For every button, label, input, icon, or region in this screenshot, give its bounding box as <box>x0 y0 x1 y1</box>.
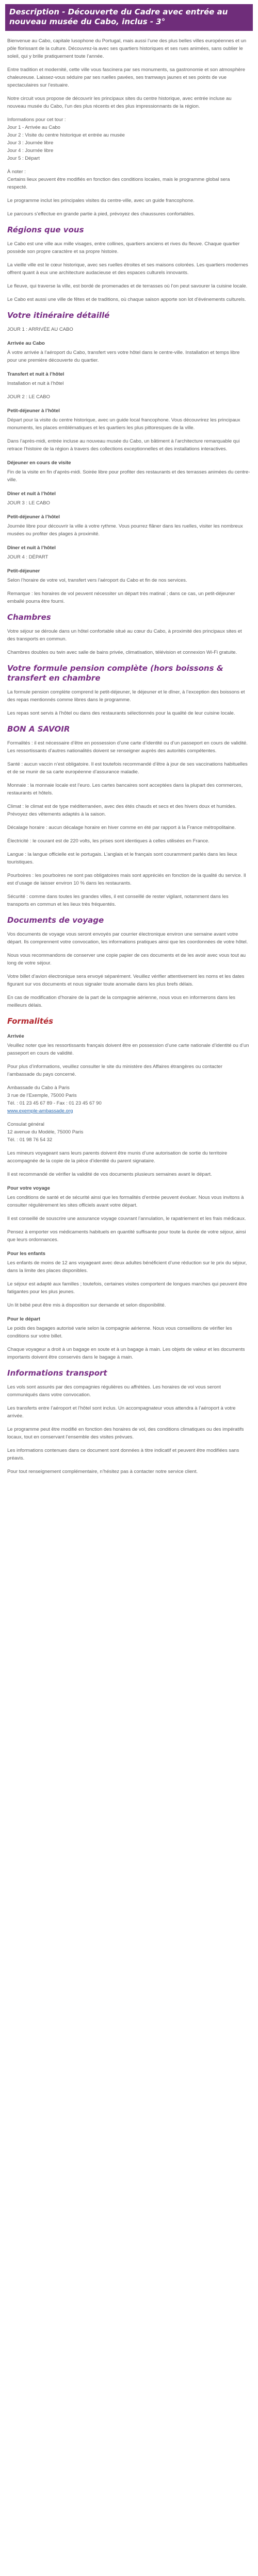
docs-paragraph: Nous vous recommandons de conserver une copie papier de ces documents et de les avoir avec vous tout au long de votre séjour. <box>7 953 246 966</box>
formalites-subheading: Arrivée <box>7 1033 24 1039</box>
infos-block <box>7 116 251 162</box>
voyage-paragraph: Il est conseillé de souscrire une assurance voyage couvrant l’annulation, le rapatriement et les frais médicaux. <box>7 1216 246 1222</box>
day-heading: JOUR 3 : LE CABO <box>7 500 50 506</box>
day-heading: JOUR 1 : ARRIVÉE AU CABO <box>7 327 73 332</box>
day-hotel: Installation et nuit à l’hôtel <box>7 381 64 386</box>
bon-paragraph: Électricité : le courant est de 220 volts, les prises sont identiques à celles utilisées en France. <box>7 838 209 844</box>
transport-paragraph: Le programme peut être modifié en fonction des horaires de vol, des conditions climatiques ou des impératifs locaux, tout en conservant l’ensemble des visites prévues. <box>7 1427 244 1440</box>
enfants-paragraph: Un lit bébé peut être mis à disposition sur demande et selon disponibilité. <box>7 1302 166 1308</box>
day-subheading: Petit-déjeuner à l’hôtel <box>7 514 60 520</box>
section-heading-formalites: Formalités <box>7 1016 54 1026</box>
day-paragraph: Fin de la visite en fin d’après-midi. Soirée libre pour profiter des restaurants et des terrasses animées du centre-ville. <box>7 469 250 483</box>
contact-label: Ambassade du Cabo à Paris <box>7 1085 70 1091</box>
day-subheading: Petit-déjeuner <box>7 568 40 574</box>
contact-address: 3 rue de l’Exemple, 75000 Paris <box>7 1093 77 1098</box>
intro-paragraph: Notre circuit vous propose de découvrir les principaux sites du centre historique, avec entrée incluse au nouveau musée du Cabo, l’un des plus récents et des plus impressionnants de la région. <box>7 96 232 109</box>
day-subheading: Petit-déjeuner à l’hôtel <box>7 408 60 414</box>
regions-paragraph: Le Cabo est une ville aux mille visages, entre collines, quartiers anciens et rives du fleuve. Chaque quartier possède son propre caractère et sa propre histoire. <box>7 241 240 255</box>
section-heading-documents: Documents de voyage <box>7 916 104 925</box>
contact-block <box>7 1084 251 1115</box>
formalites-paragraph: Il est recommandé de vérifier la validité de vos documents plusieurs semaines avant le départ. <box>7 1172 212 1177</box>
page-title: Description - Découverte du Cadre avec entrée au nouveau musée du Cabo, inclus - 3° <box>9 7 228 26</box>
day-meals: Dîner et nuit à l’hôtel <box>7 545 56 551</box>
section-heading-transport: Informations transport <box>7 1368 107 1378</box>
enfants-paragraph: Le séjour est adapté aux familles ; toutefois, certaines visites comportent de longues marches qui peuvent être fatigantes pour les plus jeunes. <box>7 1281 247 1295</box>
regions-paragraph: Le fleuve, qui traverse la ville, est bordé de promenades et de terrasses où l’on peut savourer la cuisine locale. <box>7 283 248 289</box>
transport-paragraph: Les transferts entre l’aéroport et l’hôtel sont inclus. Un accompagnateur vous attendra à l’aéroport à votre arrivée. <box>7 1405 236 1419</box>
contact-phone: Tél. : 01 23 45 67 89 - Fax : 01 23 45 67 90 <box>7 1100 102 1106</box>
contact-phone: Tél. : 01 98 76 54 32 <box>7 1137 53 1143</box>
rooms-paragraph: Chambres doubles ou twin avec salle de bains privée, climatisation, télévision et connexion Wi-Fi gratuite. <box>7 650 237 655</box>
transport-paragraph: Pour tout renseignement complémentaire, n’hésitez pas à contacter notre service client. <box>7 1469 198 1475</box>
section-heading-regions: Régions que vous <box>7 225 84 234</box>
voyage-paragraph: Pensez à emporter vos médicaments habituels en quantité suffisante pour toute la durée de votre séjour, ainsi que leurs ordonnances. <box>7 1229 246 1243</box>
practical-label: À noter : <box>7 169 26 175</box>
docs-paragraph: Votre billet d’avion électronique sera envoyé séparément. Veuillez vérifier attentivement les noms et les dates figurant sur vos documents et nous signaler toute anomalie dans les plus brefs délais. <box>7 974 245 987</box>
bon-paragraph: Pourboires : les pourboires ne sont pas obligatoires mais sont appréciés en fonction de la qualité du service. Il est d’usage de laisser environ 10 % dans les restaurants. <box>7 873 246 886</box>
regions-paragraph: Le Cabo est aussi une ville de fêtes et de traditions, où chaque saison apporte son lot d’événements culturels. <box>7 297 246 302</box>
contact-link[interactable]: www.exemple-ambassade.org <box>7 1108 73 1114</box>
contact-label: Consulat général <box>7 1122 44 1127</box>
contact-address: 12 avenue du Modèle, 75000 Paris <box>7 1129 84 1135</box>
bon-paragraph: Sécurité : comme dans toutes les grandes villes, il est conseillé de rester vigilant, notamment dans les transports en commun et les lieux très fréquentés. <box>7 894 229 907</box>
docs-paragraph: En cas de modification d’horaire de la part de la compagnie aérienne, nous vous en informerons dans les meilleurs délais. <box>7 995 236 1008</box>
day-heading: JOUR 4 : DÉPART <box>7 554 49 560</box>
subsection-heading: Pour les enfants <box>7 1251 45 1257</box>
day-paragraph: Dans l’après-midi, entrée incluse au nouveau musée du Cabo, un bâtiment à l’architecture remarquable qui retrace l’histoire de la région à travers des collections exceptionnelles et des installations interactives. <box>7 438 240 452</box>
section-heading-rooms: Chambres <box>7 613 51 622</box>
enfants-paragraph: Les enfants de moins de 12 ans voyageant avec deux adultes bénéficient d’une réduction sur le prix du séjour, dans la limite des places disponibles. <box>7 1260 247 1274</box>
bon-paragraph: Formalités : il est nécessaire d’être en possession d’une carte d’identité ou d’un passeport en cours de validité. Les ressortissants d’autres nationalités doivent se renseigner auprès des autorités compétentes. <box>7 740 248 754</box>
day-paragraph: Départ pour la visite du centre historique, avec un guide local francophone. Vous découvrirez les principaux monuments, les places emblématiques et les quartiers les plus pittoresques de la ville. <box>7 417 240 431</box>
day-paragraph: Journée libre pour découvrir la ville à votre rythme. Vous pourrez flâner dans les ruelles, visiter les nombreux musées ou profiter des plages à proximité. <box>7 523 243 537</box>
day-meals: Transfert et nuit à l’hôtel <box>7 371 64 377</box>
bon-paragraph: Décalage horaire : aucun décalage horaire en hiver comme en été par rapport à la France métropolitaine. <box>7 825 236 831</box>
subsection-heading: Pour le départ <box>7 1316 40 1322</box>
voyage-paragraph: Les conditions de santé et de sécurité ainsi que les formalités d’entrée peuvent évoluer. Nous vous invitons à consulter régulièrement les sites officiels avant votre départ. <box>7 1195 244 1208</box>
infos-day: Jour 3 : Journée libre <box>7 140 54 146</box>
intro-paragraph: Entre tradition et modernité, cette ville vous fascinera par ses monuments, sa gastronomie et son atmosphère chaleureuse. Laissez-vous séduire par ses ruelles pavées, ses tramways jaunes et ses points de vue spectaculaires sur l’estuaire. <box>7 67 245 88</box>
practical-block <box>7 168 251 218</box>
day-paragraph: Selon l’horaire de votre vol, transfert vers l’aéroport du Cabo et fin de nos services. <box>7 578 187 583</box>
intro-paragraph: Bienvenue au Cabo, capitale lusophone du Portugal, mais aussi l’une des plus belles villes européennes et un pôle florissant de la culture. Découvrez-la avec ses quartiers historiques et ses rues animées, sans oublier le soleil, qui y brille pratiquement toute l’année. <box>7 38 247 59</box>
content <box>0 31 258 1492</box>
infos-day: Jour 2 : Visite du centre historique et entrée au musée <box>7 132 125 138</box>
docs-paragraph: Vos documents de voyage vous seront envoyés par courrier électronique environ une semaine avant votre départ. Ils comprennent votre convocation, les informations pratiques ainsi que les coordonnées de votre hôtel. <box>7 931 248 945</box>
bagages-paragraph: Le poids des bagages autorisé varie selon la compagnie aérienne. Nous vous conseillons de vérifier les conditions sur votre billet. <box>7 1326 232 1339</box>
day-paragraph: Remarque : les horaires de vol peuvent nécessiter un départ très matinal ; dans ce cas, un petit-déjeuner emballé pourra être fourni. <box>7 591 235 604</box>
day-subheading: Déjeuner en cours de visite <box>7 460 71 466</box>
contact-block <box>7 1121 251 1144</box>
infos-day: Jour 1 - Arrivée au Cabo <box>7 125 60 130</box>
day-subheading: Arrivée au Cabo <box>7 341 45 346</box>
rooms-paragraph: Votre séjour se déroule dans un hôtel confortable situé au cœur du Cabo, à proximité des principaux sites et des transports en commun. <box>7 629 242 642</box>
formalites-paragraph: Pour plus d’informations, veuillez consulter le site du ministère des Affaires étrangères ou contacter l’ambassade du pays concerné. <box>7 1064 222 1077</box>
transport-paragraph: Les informations contenues dans ce document sont données à titre indicatif et peuvent être modifiées sans préavis. <box>7 1448 239 1461</box>
transport-paragraph: Les vols sont assurés par des compagnies régulières ou affrétées. Les horaires de vol vous seront communiqués dans votre convocation. <box>7 1384 221 1398</box>
formula-paragraph: La formule pension complète comprend le petit-déjeuner, le déjeuner et le dîner, à l’exception des boissons et des repas mentionnés comme libres dans le programme. <box>7 689 245 703</box>
bagages-paragraph: Chaque voyageur a droit à un bagage en soute et à un bagage à main. Les objets de valeur et les documents importants doivent être conservés dans le bagage à main. <box>7 1347 245 1360</box>
bon-paragraph: Santé : aucun vaccin n’est obligatoire. Il est toutefois recommandé d’être à jour de ses vaccinations habituelles et de se munir de sa carte européenne d’assurance maladie. <box>7 761 248 775</box>
bon-paragraph: Monnaie : la monnaie locale est l’euro. Les cartes bancaires sont acceptées dans la plupart des commerces, restaurants et hôtels. <box>7 783 243 796</box>
bon-paragraph: Climat : le climat est de type méditerranéen, avec des étés chauds et secs et des hivers doux et humides. Prévoyez des vêtements adaptés à la saison. <box>7 804 237 817</box>
day-meals: Dîner et nuit à l’hôtel <box>7 491 56 497</box>
section-heading-formula: Votre formule pension complète (hors boissons & transfert en chambre <box>7 664 223 683</box>
formalites-paragraph: Veuillez noter que les ressortissants français doivent être en possession d’une carte nationale d’identité ou d’un passeport en cours de validité. <box>7 1043 249 1056</box>
subsection-heading: Pour votre voyage <box>7 1185 50 1191</box>
practical-item: Le parcours s’effectue en grande partie à pied, prévoyez des chaussures confortables. <box>7 211 195 217</box>
practical-item: Certains lieux peuvent être modifiés en fonction des conditions locales, mais le programme global sera respecté. <box>7 177 230 190</box>
page-header <box>5 4 253 31</box>
day-paragraph: À votre arrivée à l’aéroport du Cabo, transfert vers votre hôtel dans le centre-ville. Installation et temps libre pour une première découverte du quartier. <box>7 350 240 363</box>
formalites-paragraph: Les mineurs voyageant sans leurs parents doivent être munis d’une autorisation de sortie du territoire accompagnée de la copie de la pièce d’identité du parent signataire. <box>7 1150 228 1164</box>
regions-paragraph: La vieille ville est le cœur historique, avec ses ruelles étroites et ses maisons colorées. Les quartiers modernes offrent quant à eux une architecture audacieuse et des espaces culturels innovants. <box>7 262 248 276</box>
infos-label: Informations pour cet tour : <box>7 117 66 123</box>
day-heading: JOUR 2 : LE CABO <box>7 394 50 400</box>
section-heading-itinerary: Votre itinéraire détaillé <box>7 311 110 320</box>
infos-day: Jour 4 : Journée libre <box>7 148 54 154</box>
section-heading-bon-a-savoir: BON A SAVOIR <box>7 724 70 734</box>
infos-day: Jour 5 : Départ <box>7 156 40 161</box>
bon-paragraph: Langue : la langue officielle est le portugais. L’anglais et le français sont couramment parlés dans les lieux touristiques. <box>7 852 237 865</box>
practical-item: Le programme inclut les principales visites du centre-ville, avec un guide francophone. <box>7 198 195 204</box>
formula-paragraph: Les repas sont servis à l’hôtel ou dans des restaurants sélectionnés pour la qualité de leur cuisine locale. <box>7 710 235 716</box>
